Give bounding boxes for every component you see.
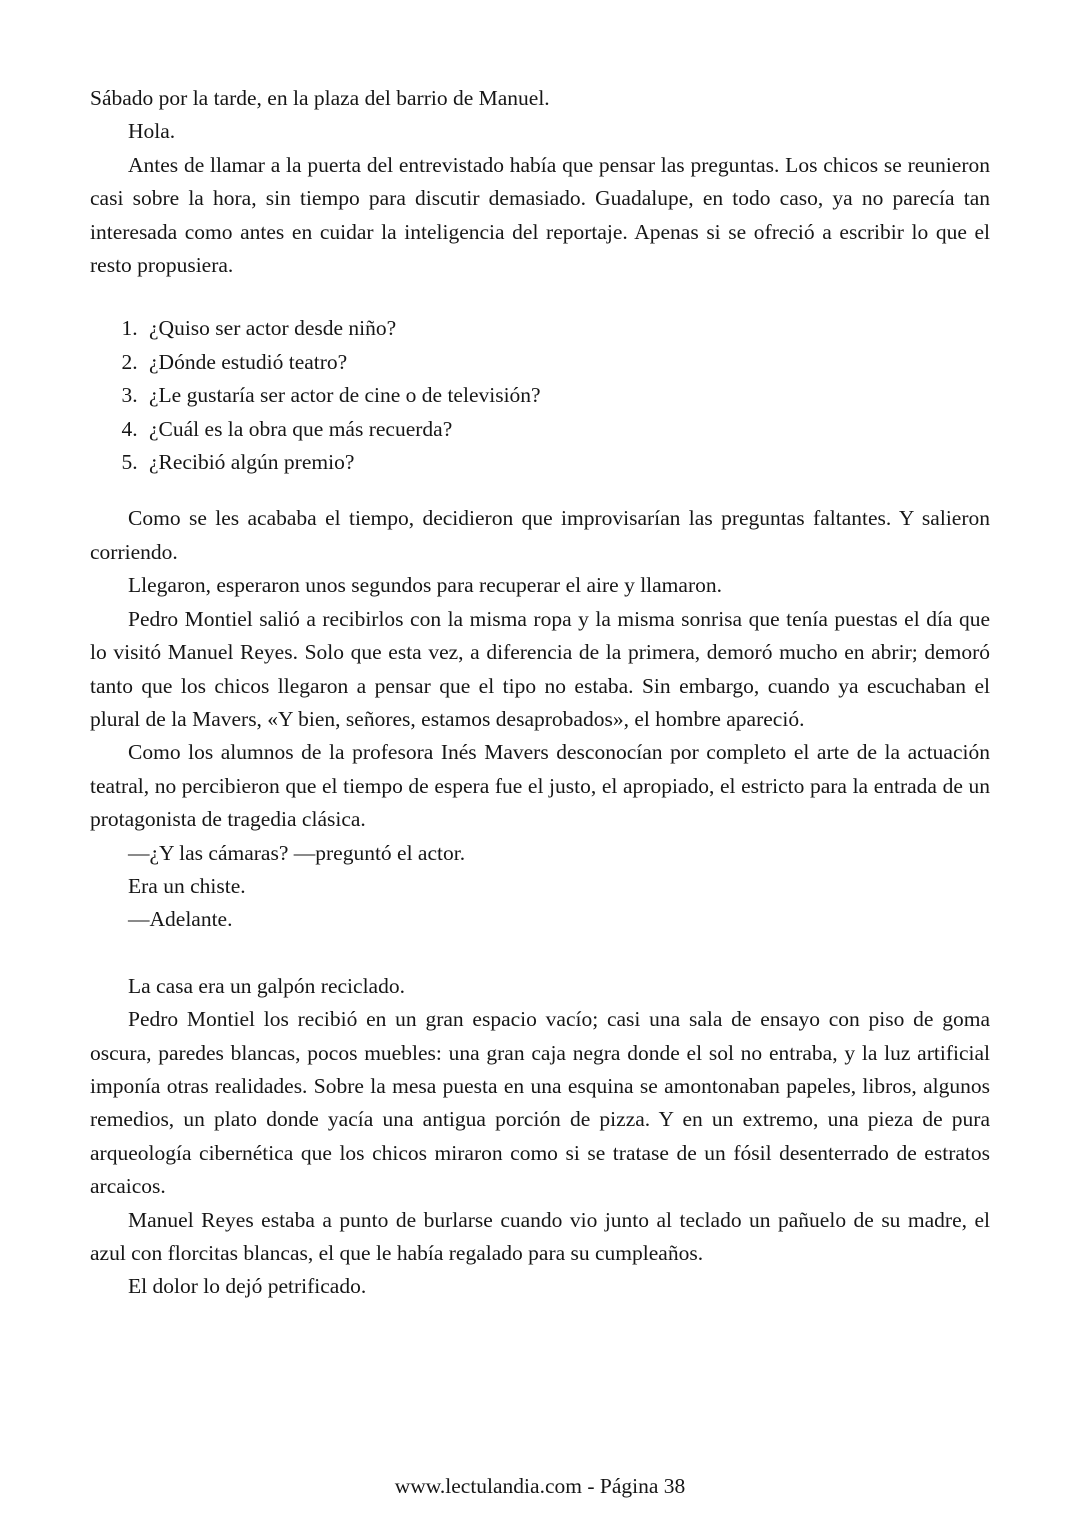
paragraph: Como se les acababa el tiempo, decidieron que improvisarían las preguntas faltantes. Y salieron corriendo. — [90, 506, 990, 564]
paragraph: Era un chiste. — [128, 873, 246, 898]
paragraph: El dolor lo dejó petrificado. — [128, 1274, 367, 1299]
dialogue-line: —¿Y las cámaras? —preguntó el actor. — [128, 840, 466, 865]
question-item: 4. ¿Cuál es la obra que más recuerda? — [143, 413, 990, 446]
paragraph: Hola. — [128, 119, 176, 144]
paragraph: Pedro Montiel los recibió en un gran espacio vacío; casi una sala de ensayo con piso de goma oscura, paredes blancas, pocos muebles: una gran caja negra donde el sol no entraba, y la luz artificial imponía otras realidades. Sobre la mesa puesta en una esquina se amontonaban papeles, libros, algunos remedios, un plato donde yacía una antigua porción de pizza. Y en un extremo, una pieza de pura arqueología cibernética que los chicos miraron como si se tratase de un fósil desenterrado de estratos arcaicos. — [90, 1007, 990, 1199]
section-break — [90, 937, 990, 970]
paragraph: Antes de llamar a la puerta del entrevistado había que pensar las preguntas. Los chicos se reunieron casi sobre la hora, sin tiempo para discutir demasiado. Guadalupe, en todo caso, ya no parecía tan interesada como antes en cuidar la inteligencia del reportaje. Apenas si se ofreció a escribir lo que el resto propusiera. — [90, 152, 990, 278]
paragraph: Manuel Reyes estaba a punto de burlarse cuando vio junto al teclado un pañuelo de su madre, el azul con florcitas blancas, el que le había regalado para su cumpleaños. — [90, 1207, 990, 1265]
question-item: 3. ¿Le gustaría ser actor de cine o de televisión? — [143, 379, 990, 412]
paragraph: Llegaron, esperaron unos segundos para recuperar el aire y llamaron. — [128, 573, 722, 598]
paragraph: La casa era un galpón reciclado. — [128, 973, 405, 998]
paragraph: Sábado por la tarde, en la plaza del barrio de Manuel. — [90, 86, 550, 110]
dialogue-line: —Adelante. — [128, 907, 233, 932]
page-footer: www.lectulandia.com - Página 38 — [394, 1474, 686, 1498]
question-item: 2. ¿Dónde estudió teatro? — [143, 346, 990, 379]
question-item: 5. ¿Recibió algún premio? — [143, 446, 990, 479]
paragraph: Como los alumnos de la profesora Inés Mavers desconocían por completo el arte de la actuación teatral, no percibieron que el tiempo de espera fue el justo, el apropiado, el estricto para la entrada de un protagonista de tragedia clásica. — [90, 740, 990, 832]
question-item: 1. ¿Quiso ser actor desde niño? — [143, 312, 990, 345]
paragraph: Pedro Montiel salió a recibirlos con la misma ropa y la misma sonrisa que tenía puestas el día que lo visitó Manuel Reyes. Solo que esta vez, a diferencia de la primera, demoró mucho en abrir; demoró tanto que los chicos llegaron a pensar que el tipo no estaba. Sin embargo, cuando ya escuchaban el plural de la Mavers, «Y bien, señores, estamos desaprobados», el hombre apareció. — [90, 606, 990, 731]
interview-questions-list — [90, 312, 990, 479]
